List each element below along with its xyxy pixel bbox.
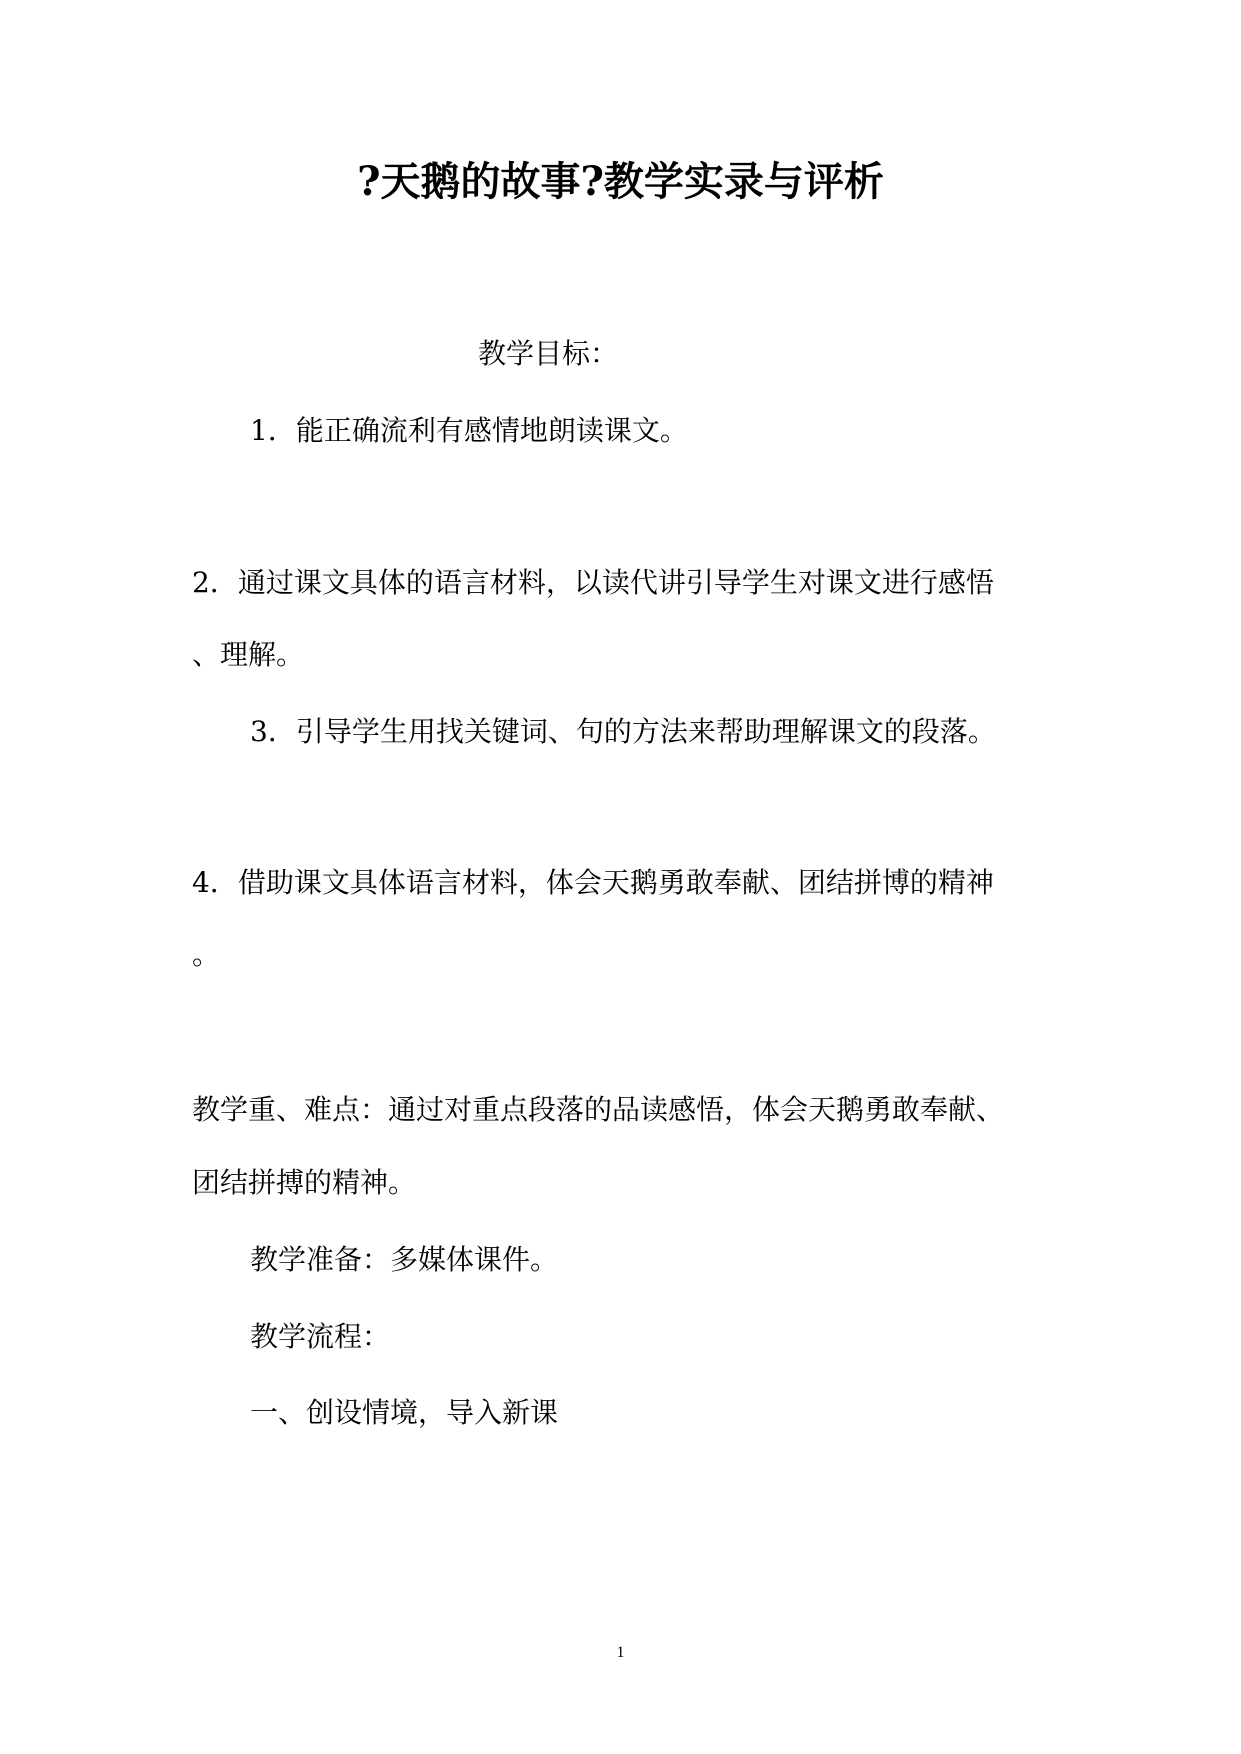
process-heading: 教学流程： [250,1320,391,1353]
document-title: ?天鹅的故事?教学实录与评析 [357,158,884,205]
goals-heading: 教学目标： [478,337,619,370]
goal-3: 3．引导学生用找关键词、句的方法来帮助理解课文的段落。 [250,715,996,748]
goal-2-line-2: 、理解。 [192,638,305,671]
section-1-heading: 一、创设情境，导入新课 [250,1396,559,1429]
goal-4-line-2: 。 [192,938,221,971]
goal-1: 1．能正确流利有感情地朗读课文。 [250,414,688,447]
page-number: 1 [616,1644,625,1661]
goal-4-line-1: 4．借助课文具体语言材料，体会天鹅勇敢奉献、团结拼博的精神 [192,866,994,899]
teaching-preparation: 教学准备：多媒体课件。 [250,1243,559,1276]
key-points-line-2: 团结拼搏的精神。 [192,1166,417,1199]
key-points-line-1: 教学重、难点：通过对重点段落的品读感悟，体会天鹅勇敢奉献、 [192,1093,1005,1126]
goal-2-line-1: 2．通过课文具体的语言材料，以读代讲引导学生对课文进行感悟 [192,566,994,599]
